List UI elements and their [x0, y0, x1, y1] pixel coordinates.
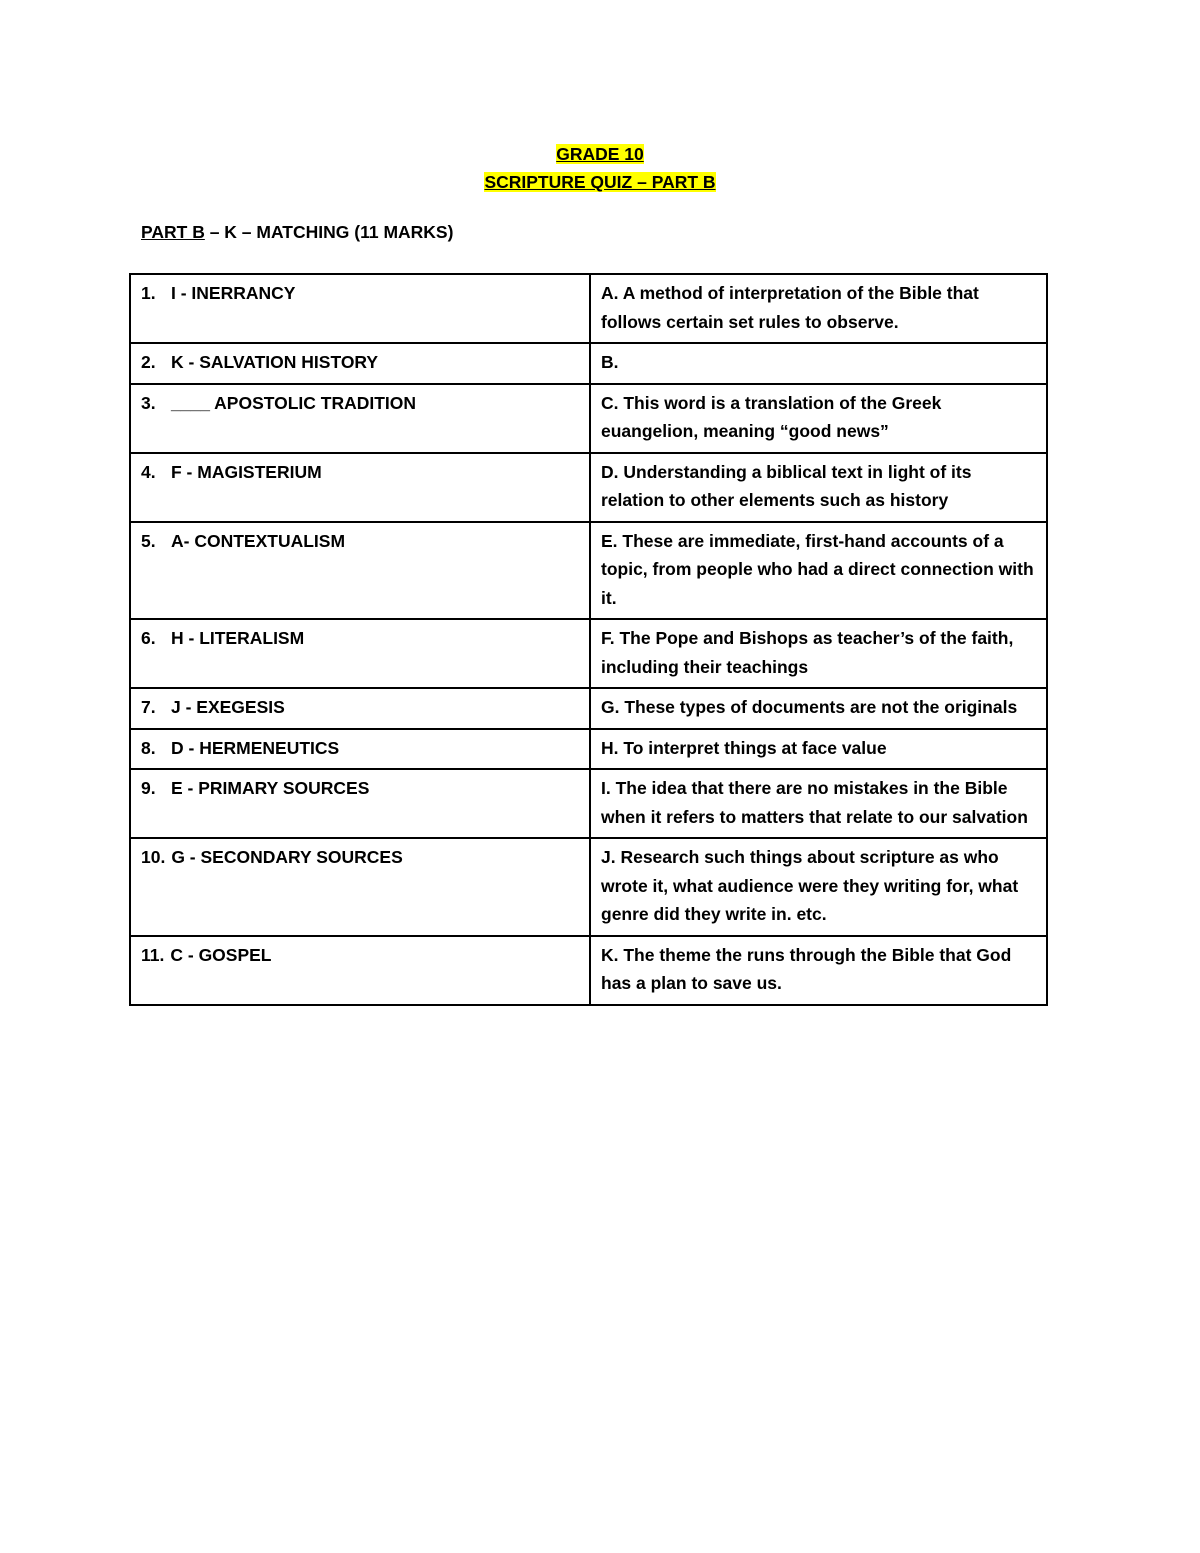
definition-cell: D. Understanding a biblical text in light of its relation to other elements such as history [590, 453, 1047, 522]
term-cell [130, 453, 590, 522]
table-row [130, 384, 1047, 453]
table-row [130, 729, 1047, 770]
matching-table [129, 273, 1048, 1006]
table-row [130, 769, 1047, 838]
term-cell [130, 522, 590, 620]
section-part-label: PART B [141, 222, 205, 242]
definition-cell: J. Research such things about scripture as who wrote it, what audience were they writing for, what genre did they write in. etc. [590, 838, 1047, 936]
term-cell [130, 838, 590, 936]
item-number: 6. [141, 628, 156, 648]
definition-cell: E. These are immediate, first-hand accounts of a topic, from people who had a direct connection with it. [590, 522, 1047, 620]
term-cell [130, 384, 590, 453]
definition-cell: A. A method of interpretation of the Bible that follows certain set rules to observe. [590, 274, 1047, 343]
term-answer: J - EXEGESIS [171, 697, 285, 717]
term-answer: I - INERRANCY [171, 283, 296, 303]
term-answer: K - SALVATION HISTORY [171, 352, 379, 372]
definition-cell: B. [590, 343, 1047, 384]
term-answer: C - GOSPEL [170, 944, 272, 965]
term-cell [130, 729, 590, 770]
section-heading-rest: – K – MATCHING (11 MARKS) [204, 222, 454, 242]
term-answer: ____ APOSTOLIC TRADITION [171, 392, 417, 413]
term-answer: D - HERMENEUTICS [171, 737, 340, 758]
matching-table-body [130, 274, 1047, 1005]
item-number: 4. [141, 461, 156, 482]
term-cell [130, 343, 590, 384]
table-row [130, 522, 1047, 620]
definition-cell: H. To interpret things at face value [590, 729, 1047, 770]
table-row [130, 838, 1047, 936]
term-answer: H - LITERALISM [171, 628, 305, 648]
table-row [130, 343, 1047, 384]
section-heading [141, 222, 453, 243]
term-cell [130, 274, 590, 343]
table-row [130, 936, 1047, 1005]
term-answer: G - SECONDARY SOURCES [171, 847, 403, 867]
item-number: 7. [141, 697, 156, 717]
definition-cell: K. The theme the runs through the Bible that God has a plan to save us. [590, 936, 1047, 1005]
definition-cell: G. These types of documents are not the originals [590, 688, 1047, 729]
table-row [130, 688, 1047, 729]
item-number: 3. [141, 392, 156, 413]
title-block [0, 140, 1200, 196]
item-number: 11. [141, 944, 165, 965]
term-cell [130, 936, 590, 1005]
term-cell [130, 688, 590, 729]
item-number: 1. [141, 283, 156, 303]
term-answer: E - PRIMARY SOURCES [171, 778, 370, 798]
grade-title: GRADE 10 [556, 144, 644, 164]
term-answer: F - MAGISTERIUM [171, 461, 322, 482]
term-answer: A- CONTEXTUALISM [171, 530, 346, 551]
quiz-title: SCRIPTURE QUIZ – PART B [484, 172, 716, 192]
table-row [130, 453, 1047, 522]
table-row [130, 619, 1047, 688]
term-cell [130, 769, 590, 838]
definition-cell: I. The idea that there are no mistakes in the Bible when it refers to matters that relate to our salvation [590, 769, 1047, 838]
item-number: 10. [141, 847, 166, 867]
table-row [130, 274, 1047, 343]
item-number: 9. [141, 778, 156, 798]
term-cell [130, 619, 590, 688]
definition-cell: C. This word is a translation of the Greek euangelion, meaning “good news” [590, 384, 1047, 453]
item-number: 2. [141, 352, 156, 372]
item-number: 5. [141, 530, 156, 551]
item-number: 8. [141, 737, 156, 758]
definition-cell: F. The Pope and Bishops as teacher’s of the faith, including their teachings [590, 619, 1047, 688]
